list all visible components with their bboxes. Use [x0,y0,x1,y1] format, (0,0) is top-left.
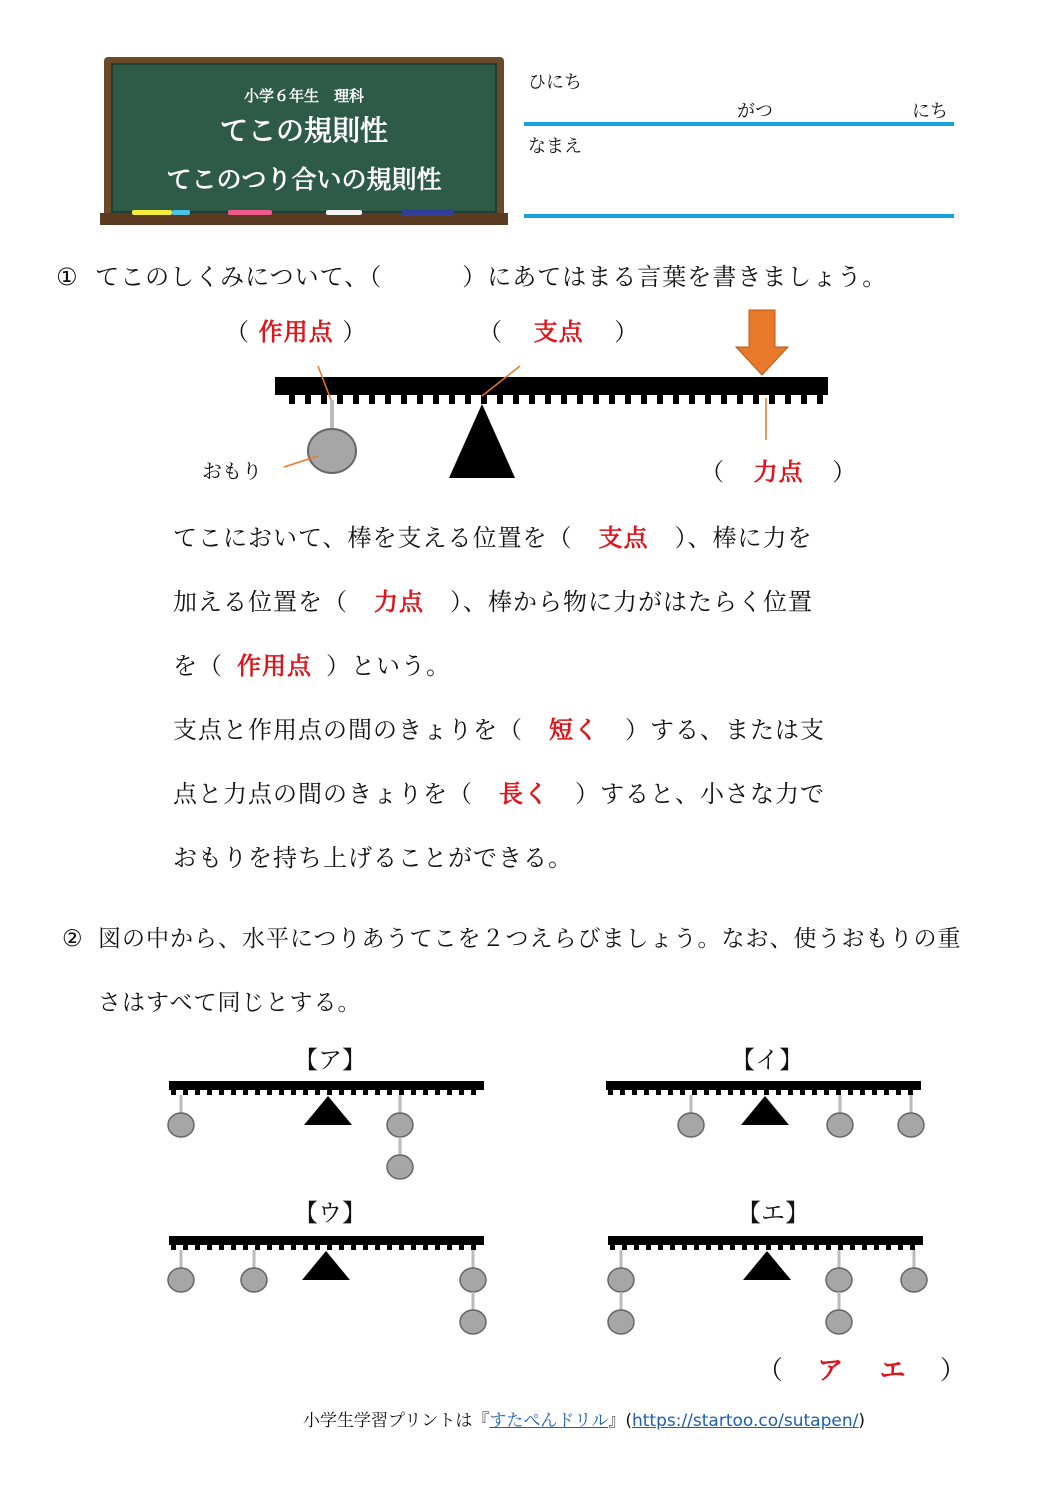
answer-effort-point: 力点 [753,458,804,486]
lever-tick [255,1090,260,1095]
lever-tick [896,1090,901,1095]
lever-tick [459,1245,464,1250]
lever-bar [169,1081,484,1090]
lever-tick [812,1090,817,1095]
lever-tick [694,1245,699,1250]
lever-tick [255,1245,260,1250]
lever [168,1081,484,1179]
lever-tick [219,1090,224,1095]
day-label: にち [912,101,948,122]
url-link[interactable]: https://startoo.co/sutapen/ [631,1411,859,1431]
answer-load-text: 作用点 [237,652,312,680]
lever-tick [838,1245,843,1250]
lever-tick [718,1245,723,1250]
lever-tick [728,1090,733,1095]
answer-load-point: 作用点 [258,318,334,346]
lever-tick [670,1245,675,1250]
lever-tick [622,1245,627,1250]
lever-tick [447,1245,452,1250]
lever [608,1236,927,1334]
weight [827,1113,853,1137]
lever-tick [231,1245,236,1250]
lever-tick [279,1090,284,1095]
lever-tick [776,1090,781,1095]
lever-tick [632,1090,637,1095]
lever-tick [207,1090,212,1095]
lever-tick [788,1090,793,1095]
q1-line-text: 加える位置を（ [173,588,348,616]
lever-tick [459,1090,464,1095]
lever-tick [291,1245,296,1250]
lever-tick [267,1090,272,1095]
q1-line-text: おもりを持ち上げることができる。 [173,844,573,872]
lever-tick [195,1090,200,1095]
lever-bar [606,1081,921,1090]
lever-tick [231,1090,236,1095]
name-label: なまえ [528,136,582,157]
q1-line-text: を（ [173,652,223,680]
lever-tick [351,1245,356,1250]
lever-tick [874,1245,879,1250]
lever-tick [800,1090,805,1095]
lever-tick [375,1245,380,1250]
paren-open: （ [700,458,725,486]
lever-tick [680,1090,685,1095]
q1-prompt-post: ）にあてはまる言葉を書きましょう。 [462,263,888,291]
lever-tick [303,1090,308,1095]
weight-label: おもり [202,459,262,483]
footer-text: ) [858,1411,865,1431]
lever-tick [910,1245,915,1250]
answer-e: エ [879,1356,907,1386]
q1-line-text: ）という。 [326,652,451,680]
lever-tick [692,1090,697,1095]
lever-tick [836,1090,841,1095]
weight [826,1310,852,1334]
answer-effort-text: 力点 [374,588,424,616]
weight [168,1268,194,1292]
site-link[interactable]: すたぺんドリル [489,1411,609,1431]
lever-tick [682,1245,687,1250]
paren-open: （ [225,318,250,346]
lever-tick [620,1090,625,1095]
answer-shorten: 短く [549,716,599,744]
lever-tick [752,1090,757,1095]
lever-tick [886,1245,891,1250]
lever-tick [339,1090,344,1095]
fulcrum-triangle [743,1251,791,1280]
lever-tick [399,1245,404,1250]
lever-tick [646,1245,651,1250]
lever-tick [814,1245,819,1250]
q1-prompt-pre: てこのしくみについて、（ [95,263,383,291]
weight [608,1310,634,1334]
footer-text: 小学生学習プリントは『 [303,1411,490,1431]
lever-tick [423,1090,428,1095]
q2-prompt-line-2: さはすべて同じとする。 [98,990,362,1016]
q1-line-text: 支点と作用点の間のきょりを（ [173,716,523,744]
lever-tick [375,1090,380,1095]
answer-lengthen: 長く [499,780,549,808]
lever-tick [658,1245,663,1250]
lever-tick [742,1245,747,1250]
lever-tick [884,1090,889,1095]
lever-tick [716,1090,721,1095]
q1-line-text: ）すると、小さな力で [575,780,825,808]
lever-tick [730,1245,735,1250]
lever-tick [435,1245,440,1250]
weight [387,1113,413,1137]
weight [898,1113,924,1137]
lever-tick [898,1245,903,1250]
lever-tick [303,1245,308,1250]
lever-tick [656,1090,661,1095]
lever-tick [291,1090,296,1095]
fulcrum-triangle [304,1096,352,1125]
paren-close: ） [614,318,640,346]
q2-number: ② [62,926,84,952]
label-e: 【エ】 [737,1199,809,1227]
lever-tick [351,1090,356,1095]
lever-tick [315,1245,320,1250]
lever-tick [644,1090,649,1095]
lever-tick [279,1245,284,1250]
grade-subject: 小学６年生 理科 [243,87,364,105]
q1-line-text: 点と力点の間のきょりを（ [173,780,473,808]
weight [168,1113,194,1137]
q1-line-text: ）、棒から物に力がはたらく位置 [450,588,813,616]
lever-tick [387,1090,392,1095]
q2-answer [757,1350,967,1387]
paren-open: （ [478,318,503,346]
footer-text: 』( [608,1411,632,1431]
lever-tick [171,1245,176,1250]
month-label: がつ [737,101,773,122]
lever-tick [764,1090,769,1095]
paren-close: ） [939,1356,967,1386]
lever-tick [850,1245,855,1250]
lever-tick [766,1245,771,1250]
lever-tick [471,1090,476,1095]
label-i: 【イ】 [731,1046,803,1074]
lever-tick [243,1090,248,1095]
lever-tick [704,1090,709,1095]
lever-tick [183,1245,188,1250]
lever-tick [411,1090,416,1095]
lever [168,1236,486,1334]
lever-tick [243,1245,248,1250]
lever-tick [668,1090,673,1095]
weight [387,1155,413,1179]
lever-tick [327,1245,332,1250]
answer-fulcrum: 支点 [533,318,584,346]
lever-tick [848,1090,853,1095]
lever-tick [363,1090,368,1095]
lever-tick [802,1245,807,1250]
lever-tick [183,1090,188,1095]
lever-tick [339,1245,344,1250]
q2-text-1: 図の中から、水平につりあうてこを２つえらびましょう。なお、使うおもりの重 [97,926,962,952]
weight [901,1268,927,1292]
lever-tick [363,1245,368,1250]
lever-tick [634,1245,639,1250]
paren-open: （ [757,1356,785,1386]
lever-tick [171,1090,176,1095]
lever-tick [195,1245,200,1250]
lever-bar [169,1236,484,1245]
weight [678,1113,704,1137]
fulcrum-triangle [741,1096,789,1125]
lever-tick [740,1090,745,1095]
lever-tick [387,1245,392,1250]
lever-tick [315,1090,320,1095]
q1-line-text: てこにおいて、棒を支える位置を（ [173,524,573,552]
date-label: ひにち [528,72,582,93]
weight [460,1268,486,1292]
lever-tick [778,1245,783,1250]
lever-tick [399,1090,404,1095]
lever-tick [207,1245,212,1250]
lever-tick [908,1090,913,1095]
lever-tick [824,1090,829,1095]
weight [826,1268,852,1292]
lever-tick [219,1245,224,1250]
weight [608,1268,634,1292]
q1-line-text: ）、棒に力を [674,524,813,552]
paren-close: ） [832,458,858,486]
lever-tick [862,1245,867,1250]
lever-tick [411,1245,416,1250]
lever-tick [754,1245,759,1250]
q1-number: ① [56,263,79,291]
label-a: 【ア】 [294,1046,366,1074]
lever-tick [790,1245,795,1250]
lever-tick [706,1245,711,1250]
q1-line-text: ）する、または支 [625,716,825,744]
lever-tick [423,1245,428,1250]
worksheet-title: てこの規則性 [219,114,388,147]
lever-tick [872,1090,877,1095]
label-u: 【ウ】 [294,1199,366,1227]
lever-tick [447,1090,452,1095]
answer-fulcrum-text: 支点 [598,524,649,552]
lever-tick [471,1245,476,1250]
lever-tick [267,1245,272,1250]
lever-tick [327,1090,332,1095]
weight [241,1268,267,1292]
lever-tick [826,1245,831,1250]
lever-tick [435,1090,440,1095]
lever [606,1081,924,1137]
lever-tick [608,1090,613,1095]
lever-tick [860,1090,865,1095]
worksheet-subtitle: てこのつり合いの規則性 [166,165,442,194]
fulcrum-triangle [302,1251,350,1280]
answer-a: ア [817,1356,845,1386]
footer [303,1406,865,1431]
paren-close: ） [342,318,368,346]
lever-tick [610,1245,615,1250]
weight [460,1310,486,1334]
lever-bar [608,1236,923,1245]
